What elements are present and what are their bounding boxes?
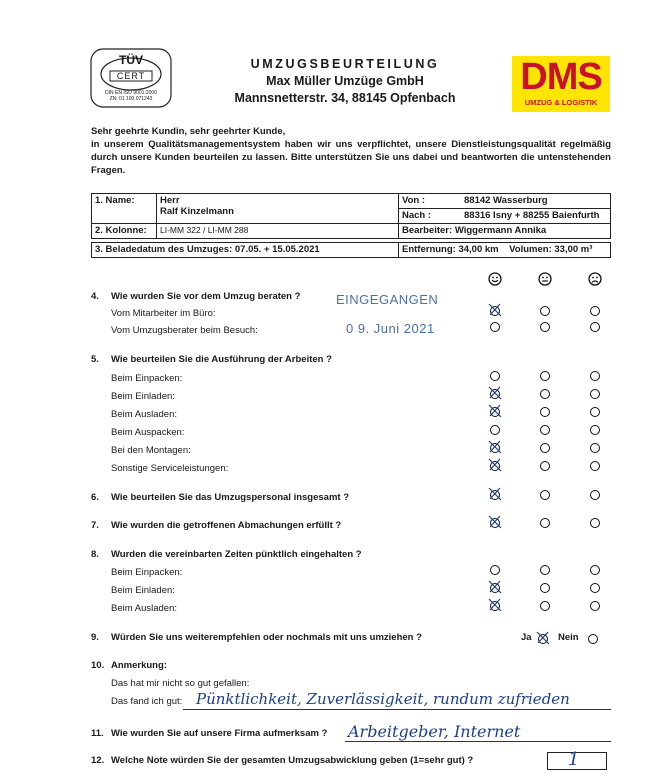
- q12-number: 12.: [91, 755, 105, 766]
- q6-text: Wie beurteilen Sie das Umzugspersonal insgesamt ?: [111, 492, 350, 503]
- route-cell: [399, 194, 611, 224]
- question-4: [91, 291, 300, 302]
- q5-item: Bei den Montagen:: [111, 445, 191, 456]
- q10-good-label: Das fand ich gut:: [111, 696, 183, 707]
- kolonne-value: LI-MM 322 / LI-MM 288: [157, 224, 399, 239]
- handwritten-cross-mark: [488, 303, 502, 317]
- q11-handwritten-answer: Arbeitgeber, Internet: [348, 722, 521, 741]
- von-value: 88142 Wasserburg: [461, 194, 610, 209]
- bearbeiter-cell: [399, 224, 611, 239]
- rating-radio-ok[interactable]: [540, 306, 550, 316]
- rating-radio-bad[interactable]: [590, 371, 600, 381]
- q7-text: Wie wurden die getroffenen Abmachungen erfüllt ?: [111, 520, 342, 531]
- handwritten-cross-mark: [488, 440, 502, 454]
- q10-answer-line: [183, 709, 611, 710]
- iso-text: DIN EN ISO 9001:2000: [105, 90, 157, 96]
- rating-radio-ok[interactable]: [540, 322, 550, 332]
- q10-text: Anmerkung:: [111, 660, 167, 671]
- q12-text: Welche Note würden Sie der gesamten Umzugsabwicklung geben (1=sehr gut) ?: [111, 755, 474, 766]
- q11-answer-line: [345, 741, 611, 742]
- rating-radio-bad[interactable]: [590, 425, 600, 435]
- q8-text: Wurden die vereinbarten Zeiten pünktlich eingehalten ?: [111, 549, 362, 560]
- question-10: [91, 660, 167, 671]
- intro-paragraph: in unserem Qualitätsmanagementsystem haben wir uns verpflichtet, unsere Dienstleistungsqualität regelmäßig durch unsere Kunden beurteilen zu lassen. Bitte unterstützen Sie uns dabei und beantworten die untenstehenden Fragen.: [91, 139, 611, 176]
- rating-radio-bad[interactable]: [590, 518, 600, 528]
- q9-no-label: Nein: [558, 632, 579, 643]
- rating-radio-bad[interactable]: [590, 490, 600, 500]
- q11-number: 11.: [91, 728, 104, 739]
- rating-radio-ok[interactable]: [540, 583, 550, 593]
- bearbeiter-value: Wiggermann Annika: [454, 225, 547, 236]
- kolonne-label: 2. Kolonne:: [92, 224, 157, 239]
- company-name: Max Müller Umzüge GmbH: [266, 74, 424, 88]
- question-5: [91, 354, 332, 365]
- q4-number: 4.: [91, 291, 99, 302]
- handwritten-cross-mark: [488, 515, 502, 529]
- cert-text: CERT: [116, 71, 146, 81]
- entfernung: Entfernung: 34,00 km: [402, 244, 499, 255]
- rating-radio-bad[interactable]: [590, 389, 600, 399]
- question-8: [91, 549, 362, 560]
- question-7: [91, 520, 341, 531]
- q10-handwritten-answer: Pünktlichkeit, Zuverlässigkeit, rundum zufrieden: [196, 690, 570, 708]
- nach-label: Nach :: [402, 210, 432, 221]
- q4-text: Wie wurden Sie vor dem Umzug beraten ?: [111, 291, 301, 302]
- smiley-neutral-icon: [538, 272, 552, 286]
- nach-value: 88316 Isny + 88255 Baienfurth: [464, 210, 600, 221]
- q5-item: Sonstige Serviceleistungen:: [111, 463, 229, 474]
- intro-text: [91, 125, 611, 177]
- question-6: [91, 492, 349, 503]
- bearbeiter-label: Bearbeiter:: [402, 225, 453, 236]
- rating-radio-bad[interactable]: [590, 443, 600, 453]
- rating-radio-bad[interactable]: [590, 461, 600, 471]
- handwritten-cross-mark: [488, 598, 502, 612]
- q9-text: Würden Sie uns weiterempfehlen oder nochmals mit uns umziehen ?: [111, 632, 422, 643]
- q9-number: 9.: [91, 632, 99, 643]
- distance-volume: [399, 243, 611, 258]
- q4-item: Vom Umzugsberater beim Besuch:: [111, 325, 258, 336]
- q5-item: Beim Auspacken:: [111, 427, 185, 438]
- cert-number: ZN: 01 100 071243: [109, 96, 153, 102]
- dms-logo: [512, 56, 610, 112]
- q6-number: 6.: [91, 492, 99, 503]
- question-12: [91, 755, 473, 766]
- smiley-sad-icon: [588, 272, 602, 286]
- received-stamp: EINGEGANGEN: [336, 292, 439, 307]
- rating-radio-ok[interactable]: [540, 371, 550, 381]
- q8-item: Beim Ausladen:: [111, 603, 178, 614]
- rating-radio-bad[interactable]: [590, 306, 600, 316]
- rating-radio-bad[interactable]: [590, 583, 600, 593]
- q11-text: Wie wurden Sie auf unsere Firma aufmerksam ?: [111, 728, 328, 739]
- rating-radio-ok[interactable]: [540, 389, 550, 399]
- rating-radio-good[interactable]: [490, 565, 500, 575]
- question-11: [91, 728, 327, 739]
- greeting: Sehr geehrte Kundin, sehr geehrter Kunde,: [91, 126, 286, 137]
- rating-radio-ok[interactable]: [540, 443, 550, 453]
- question-9: [91, 632, 422, 643]
- q5-number: 5.: [91, 354, 99, 365]
- handwritten-cross-mark: [488, 458, 502, 472]
- company-address: Mannsnetterstr. 34, 88145 Opfenbach: [234, 91, 456, 105]
- name-value: [157, 194, 399, 224]
- salutation: Herr: [160, 195, 180, 206]
- grade-handwritten: 1: [568, 749, 580, 770]
- handwritten-cross-mark: [488, 487, 502, 501]
- dms-tagline: UMZUG & LOGISTIK: [524, 98, 598, 107]
- rating-radio-good[interactable]: [490, 322, 500, 332]
- q5-item: Beim Ausladen:: [111, 409, 178, 420]
- volumen: Volumen: 33,00 m³: [509, 244, 593, 255]
- rating-radio-ok[interactable]: [540, 425, 550, 435]
- rating-radio-bad[interactable]: [590, 407, 600, 417]
- handwritten-cross-mark: [488, 386, 502, 400]
- q8-number: 8.: [91, 549, 99, 560]
- rating-radio-ok[interactable]: [540, 407, 550, 417]
- rating-radio-bad[interactable]: [590, 565, 600, 575]
- rating-radio-ok[interactable]: [540, 490, 550, 500]
- q5-item: Beim Einladen:: [111, 391, 175, 402]
- rating-radio-ok[interactable]: [540, 518, 550, 528]
- grade-box[interactable]: [547, 749, 607, 770]
- rating-radio-bad[interactable]: [590, 601, 600, 611]
- handwritten-cross-mark: [488, 404, 502, 418]
- q5-item: Beim Einpacken:: [111, 373, 183, 384]
- handwritten-cross-mark: [488, 580, 502, 594]
- rating-radio-good[interactable]: [490, 371, 500, 381]
- rating-radio-ok[interactable]: [540, 461, 550, 471]
- q10-number: 10.: [91, 660, 105, 671]
- q8-item: Beim Einpacken:: [111, 567, 183, 578]
- form-title: UMZUGSBEURTEILUNG: [250, 57, 440, 71]
- handwritten-cross-mark: [536, 631, 550, 645]
- q9-no-radio[interactable]: [588, 634, 598, 644]
- rating-radio-ok[interactable]: [540, 565, 550, 575]
- received-date-stamp: 0 9. Juni 2021: [346, 321, 435, 336]
- q9-yes-label: Ja: [521, 632, 532, 643]
- info-table: [91, 193, 611, 258]
- tuv-cert-logo: [90, 48, 172, 108]
- q8-item: Beim Einladen:: [111, 585, 175, 596]
- q5-text: Wie beurteilen Sie die Ausführung der Arbeiten ?: [111, 354, 332, 365]
- tuv-text: TÜV: [119, 53, 143, 67]
- customer-name: Ralf Kinzelmann: [160, 206, 234, 217]
- q4-item: Vom Mitarbeiter im Büro:: [111, 308, 216, 319]
- rating-radio-bad[interactable]: [590, 322, 600, 332]
- rating-radio-ok[interactable]: [540, 601, 550, 611]
- dms-logo-text: DMS: [520, 56, 602, 98]
- smiley-happy-icon: [488, 272, 502, 286]
- beladedatum: 3. Beladedatum des Umzuges: 07.05. + 15.05.2021: [92, 243, 399, 258]
- von-label: Von :: [399, 194, 461, 209]
- q7-number: 7.: [91, 520, 99, 531]
- rating-radio-good[interactable]: [490, 425, 500, 435]
- name-label: 1. Name:: [92, 194, 157, 224]
- q10-bad-label: Das hat mir nicht so gut gefallen:: [111, 678, 250, 689]
